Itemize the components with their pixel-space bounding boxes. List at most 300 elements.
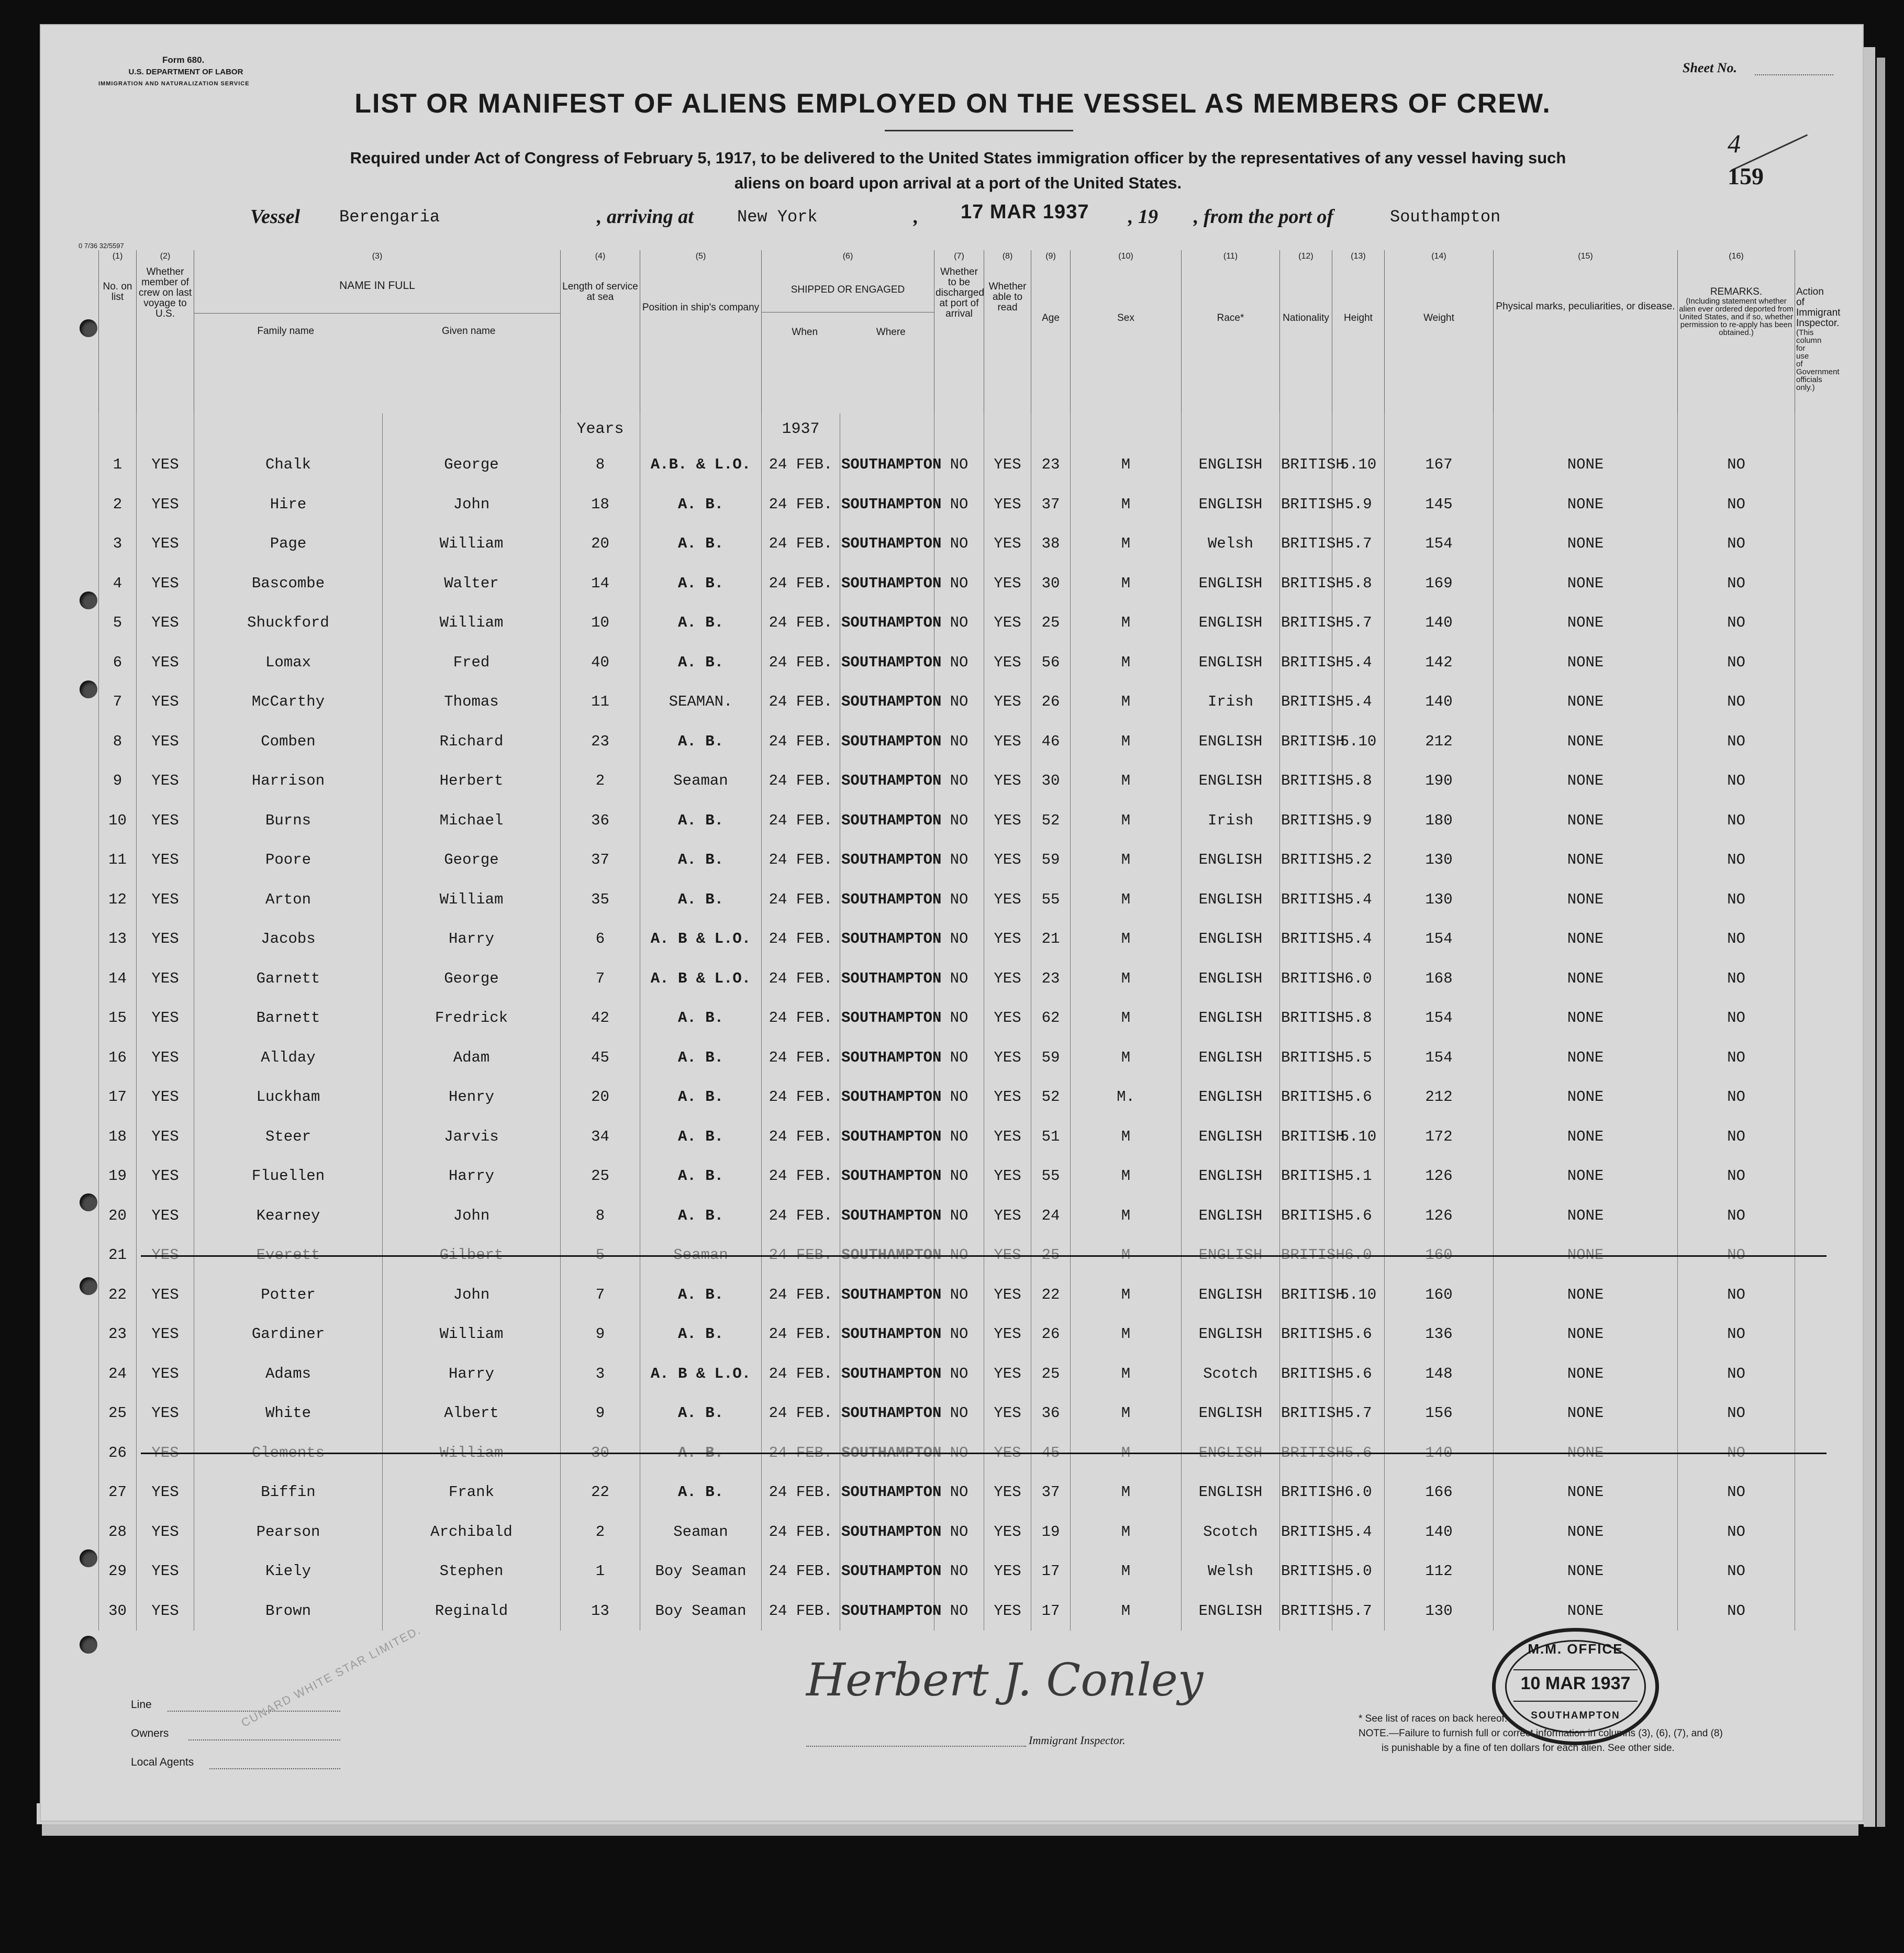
nationality-cell: BRITISH	[1280, 1393, 1332, 1433]
crew-row	[99, 485, 1795, 524]
physical-marks-cell: NONE	[1494, 1275, 1678, 1315]
family-name-cell: Allday	[194, 1038, 383, 1078]
given-name-cell: William	[383, 880, 561, 920]
remarks-cell: NO	[1678, 1196, 1795, 1236]
remarks-cell: NO	[1678, 722, 1795, 762]
nationality-cell: BRITISH	[1280, 524, 1332, 564]
sex-cell: M	[1071, 682, 1182, 722]
discharge-cell: NO	[934, 880, 984, 920]
page-title: LIST OR MANIFEST OF ALIENS EMPLOYED ON THE VESSEL AS MEMBERS OF CREW.	[354, 88, 1551, 119]
physical-marks-cell: NONE	[1494, 1156, 1678, 1196]
discharge-cell: NO	[934, 1038, 984, 1078]
position-cell: A. B.	[640, 1038, 762, 1078]
race-cell: ENGLISH	[1182, 1156, 1280, 1196]
discharge-cell: NO	[934, 1472, 984, 1512]
given-name-cell: Frank	[383, 1472, 561, 1512]
crew-row	[99, 1314, 1795, 1354]
row-number: 7	[99, 682, 137, 722]
position-cell: A. B.	[640, 603, 762, 643]
race-cell: ENGLISH	[1182, 1393, 1280, 1433]
vessel-name: Berengaria	[339, 207, 440, 227]
shipped-when-cell: 24 FEB.	[762, 643, 840, 683]
shipped-when-cell: 24 FEB.	[762, 1591, 840, 1631]
physical-marks-cell: NONE	[1494, 485, 1678, 524]
col-number: (4)	[561, 250, 640, 266]
crew-row	[99, 524, 1795, 564]
given-name-cell: Fredrick	[383, 998, 561, 1038]
discharge-cell: NO	[934, 1235, 984, 1275]
remarks-cell: NO	[1678, 998, 1795, 1038]
able-to-read-cell: YES	[984, 1117, 1031, 1157]
last-voyage-cell: YES	[137, 643, 194, 683]
last-voyage-cell: YES	[137, 959, 194, 999]
height-cell: 5.7	[1332, 603, 1385, 643]
header-when: When	[792, 327, 818, 338]
physical-marks-cell: NONE	[1494, 1077, 1678, 1117]
office-stamp-bar	[1513, 1669, 1638, 1670]
position-cell: A. B.	[640, 643, 762, 683]
given-name-cell: William	[383, 524, 561, 564]
row-number: 9	[99, 761, 137, 801]
position-cell: A. B.	[640, 1472, 762, 1512]
race-cell: ENGLISH	[1182, 643, 1280, 683]
height-cell: 6.0	[1332, 959, 1385, 999]
row-number: 11	[99, 840, 137, 880]
height-cell: 5.5	[1332, 1038, 1385, 1078]
header-shipped-engaged	[762, 266, 934, 414]
shipped-when-cell: 24 FEB.	[762, 1552, 840, 1591]
weight-cell: 212	[1385, 1077, 1494, 1117]
sex-cell: M	[1071, 1354, 1182, 1394]
sex-cell: M	[1071, 1156, 1182, 1196]
crew-row	[99, 761, 1795, 801]
col-number: (9)	[1031, 250, 1071, 266]
physical-marks-cell: NONE	[1494, 1591, 1678, 1631]
header-family-name: Family name	[257, 326, 315, 337]
row-number: 10	[99, 801, 137, 841]
discharge-cell: NO	[934, 722, 984, 762]
physical-marks-cell: NONE	[1494, 1314, 1678, 1354]
service-years-cell: 1	[561, 1552, 640, 1591]
family-name-cell: Lomax	[194, 643, 383, 683]
shipped-when-cell: 24 FEB.	[762, 1275, 840, 1315]
nationality-cell: BRITISH	[1280, 919, 1332, 959]
arriving-port: New York	[737, 207, 818, 227]
strike-through-line	[141, 1453, 1827, 1454]
service-years-cell: 9	[561, 1393, 640, 1433]
given-name-cell: Gilbert	[383, 1235, 561, 1275]
able-to-read-cell: YES	[984, 1077, 1031, 1117]
position-cell: A. B & L.O.	[640, 1354, 762, 1394]
service-years-cell: 8	[561, 445, 640, 485]
physical-marks-cell: NONE	[1494, 959, 1678, 999]
physical-marks-cell: NONE	[1494, 1038, 1678, 1078]
physical-marks-cell: NONE	[1494, 761, 1678, 801]
shipped-where-cell: SOUTHAMPTON	[840, 722, 934, 762]
weight-cell: 156	[1385, 1393, 1494, 1433]
service-years-cell: 23	[561, 722, 640, 762]
header-where: Where	[876, 327, 906, 338]
race-cell: ENGLISH	[1182, 761, 1280, 801]
nationality-cell: BRITISH	[1280, 722, 1332, 762]
inspector-label: Immigrant Inspector.	[1029, 1734, 1126, 1747]
row-number: 22	[99, 1275, 137, 1315]
family-name-cell: Steer	[194, 1117, 383, 1157]
sex-cell: M	[1071, 880, 1182, 920]
family-name-cell: Shuckford	[194, 603, 383, 643]
family-name-cell: Biffin	[194, 1472, 383, 1512]
row-number: 30	[99, 1591, 137, 1631]
race-cell: ENGLISH	[1182, 1117, 1280, 1157]
race-cell: ENGLISH	[1182, 1077, 1280, 1117]
shipped-when-cell: 24 FEB.	[762, 1393, 840, 1433]
given-name-cell: Archibald	[383, 1512, 561, 1552]
shipped-when-cell: 24 FEB.	[762, 1472, 840, 1512]
race-cell: ENGLISH	[1182, 1591, 1280, 1631]
age-cell: 59	[1031, 1038, 1071, 1078]
sex-cell: M	[1071, 564, 1182, 604]
family-name-cell: Hire	[194, 485, 383, 524]
given-name-cell: John	[383, 1275, 561, 1315]
height-cell: 5.6	[1332, 1196, 1385, 1236]
nationality-cell: BRITISH	[1280, 643, 1332, 683]
race-cell: ENGLISH	[1182, 1275, 1280, 1315]
family-name-cell: Kearney	[194, 1196, 383, 1236]
shipped-where-cell: SOUTHAMPTON	[840, 643, 934, 683]
family-name-cell: Burns	[194, 801, 383, 841]
weight-cell: 168	[1385, 959, 1494, 999]
office-stamp-bar	[1513, 1701, 1638, 1702]
nationality-cell: BRITISH	[1280, 1077, 1332, 1117]
discharge-cell: NO	[934, 1393, 984, 1433]
able-to-read-cell: YES	[984, 1314, 1031, 1354]
age-cell: 59	[1031, 840, 1071, 880]
shipped-when-cell: 24 FEB.	[762, 1038, 840, 1078]
height-cell: 5.4	[1332, 1512, 1385, 1552]
height-cell: 5.7	[1332, 1393, 1385, 1433]
col-number: (12)	[1280, 250, 1332, 266]
remarks-cell: NO	[1678, 919, 1795, 959]
last-voyage-cell: YES	[137, 524, 194, 564]
weight-cell: 140	[1385, 603, 1494, 643]
shipped-where-cell: SOUTHAMPTON	[840, 603, 934, 643]
sheet-number-top: 4	[1728, 129, 1741, 158]
nationality-cell: BRITISH	[1280, 959, 1332, 999]
sex-cell: M	[1071, 1433, 1182, 1473]
header-shipped-label: SHIPPED OR ENGAGED	[762, 266, 934, 313]
line-label: Line	[131, 1699, 152, 1711]
shipped-when-cell: 24 FEB.	[762, 1156, 840, 1196]
last-voyage-cell: YES	[137, 761, 194, 801]
crew-row	[99, 840, 1795, 880]
row-number: 18	[99, 1117, 137, 1157]
discharge-cell: NO	[934, 1591, 984, 1631]
age-cell: 36	[1031, 1393, 1071, 1433]
last-voyage-cell: YES	[137, 1235, 194, 1275]
discharge-cell: NO	[934, 1512, 984, 1552]
row-number: 3	[99, 524, 137, 564]
header-discharged: Whether to be discharged at port of arrival	[934, 266, 984, 414]
form-codes: 0 7/36 32/5597	[79, 242, 124, 250]
service-years-cell: 40	[561, 643, 640, 683]
discharge-cell: NO	[934, 761, 984, 801]
able-to-read-cell: YES	[984, 722, 1031, 762]
shipped-where-cell: SOUTHAMPTON	[840, 1393, 934, 1433]
given-name-cell: Michael	[383, 801, 561, 841]
row-number: 23	[99, 1314, 137, 1354]
nationality-cell: BRITISH	[1280, 1433, 1332, 1473]
physical-marks-cell: NONE	[1494, 1117, 1678, 1157]
sex-cell: M	[1071, 1117, 1182, 1157]
sex-cell: M	[1071, 643, 1182, 683]
given-name-cell: Harry	[383, 1354, 561, 1394]
race-cell: ENGLISH	[1182, 1038, 1280, 1078]
discharge-cell: NO	[934, 959, 984, 999]
physical-marks-cell: NONE	[1494, 564, 1678, 604]
remarks-cell: NO	[1678, 880, 1795, 920]
shipped-when-cell: 24 FEB.	[762, 485, 840, 524]
shipped-when-cell: 24 FEB.	[762, 1354, 840, 1394]
remarks-cell: NO	[1678, 959, 1795, 999]
service-name: IMMIGRATION AND NATURALIZATION SERVICE	[98, 81, 250, 87]
last-voyage-cell: YES	[137, 1393, 194, 1433]
shipped-where-cell: SOUTHAMPTON	[840, 919, 934, 959]
shipped-when-cell: 24 FEB.	[762, 919, 840, 959]
last-voyage-cell: YES	[137, 485, 194, 524]
able-to-read-cell: YES	[984, 880, 1031, 920]
nationality-cell: BRITISH	[1280, 880, 1332, 920]
sheet-label: Sheet No.	[1683, 60, 1737, 75]
family-name-cell: Chalk	[194, 445, 383, 485]
header-sex: Sex	[1071, 266, 1182, 414]
col-number: (11)	[1182, 250, 1280, 266]
crew-row	[99, 1077, 1795, 1117]
crew-row	[99, 1038, 1795, 1078]
weight-cell: 180	[1385, 801, 1494, 841]
sex-cell: M	[1071, 959, 1182, 999]
able-to-read-cell: YES	[984, 761, 1031, 801]
shipped-where-cell: SOUTHAMPTON	[840, 1591, 934, 1631]
punch-hole	[80, 1193, 97, 1211]
height-cell: 5.8	[1332, 564, 1385, 604]
height-cell: 5.8	[1332, 761, 1385, 801]
last-voyage-cell: YES	[137, 1552, 194, 1591]
last-voyage-cell: YES	[137, 1314, 194, 1354]
age-cell: 17	[1031, 1552, 1071, 1591]
nationality-cell: BRITISH	[1280, 1275, 1332, 1315]
remarks-cell: NO	[1678, 801, 1795, 841]
nationality-cell: BRITISH	[1280, 1314, 1332, 1354]
position-cell: A. B.	[640, 564, 762, 604]
subtitle	[220, 146, 1696, 196]
col-number: (2)	[137, 250, 194, 266]
row-number: 6	[99, 643, 137, 683]
position-cell: A.B. & L.O.	[640, 445, 762, 485]
col-number: (10)	[1071, 250, 1182, 266]
sheet-line	[1755, 74, 1833, 75]
last-voyage-cell: YES	[137, 880, 194, 920]
able-to-read-cell: YES	[984, 1156, 1031, 1196]
header-given-name: Given name	[442, 326, 496, 337]
service-years-cell: 25	[561, 1156, 640, 1196]
shipped-where-cell: SOUTHAMPTON	[840, 1354, 934, 1394]
family-name-cell: Gardiner	[194, 1314, 383, 1354]
height-cell: 5.8	[1332, 998, 1385, 1038]
height-cell: 5.4	[1332, 919, 1385, 959]
age-cell: 62	[1031, 998, 1071, 1038]
discharge-cell: NO	[934, 643, 984, 683]
crew-row	[99, 801, 1795, 841]
footnote-penalty: NOTE.—Failure to furnish full or correct information in columns (3), (6), (7), and (8)	[1359, 1728, 1723, 1739]
service-years-cell: 8	[561, 1196, 640, 1236]
given-name-cell: William	[383, 603, 561, 643]
height-cell: 5.6	[1332, 1354, 1385, 1394]
last-voyage-cell: YES	[137, 564, 194, 604]
shipped-where-cell: SOUTHAMPTON	[840, 998, 934, 1038]
shipped-where-cell: SOUTHAMPTON	[840, 1275, 934, 1315]
header-height: Height	[1332, 266, 1385, 414]
shipped-when-cell: 24 FEB.	[762, 1314, 840, 1354]
given-name-cell: William	[383, 1433, 561, 1473]
position-cell: A. B.	[640, 1196, 762, 1236]
shipped-when-cell: 24 FEB.	[762, 998, 840, 1038]
last-voyage-cell: YES	[137, 1038, 194, 1078]
crew-row	[99, 603, 1795, 643]
crew-row	[99, 959, 1795, 999]
service-years-cell: 2	[561, 761, 640, 801]
given-name-cell: Adam	[383, 1038, 561, 1078]
age-cell: 25	[1031, 1235, 1071, 1275]
height-cell: 6.0	[1332, 1235, 1385, 1275]
physical-marks-cell: NONE	[1494, 524, 1678, 564]
position-cell: A. B.	[640, 840, 762, 880]
weight-cell: 130	[1385, 840, 1494, 880]
remarks-cell: NO	[1678, 1038, 1795, 1078]
able-to-read-cell: YES	[984, 1275, 1031, 1315]
nationality-cell: BRITISH	[1280, 485, 1332, 524]
last-voyage-cell: YES	[137, 445, 194, 485]
nationality-cell: BRITISH	[1280, 445, 1332, 485]
shipped-where-cell: SOUTHAMPTON	[840, 1472, 934, 1512]
sex-cell: M	[1071, 801, 1182, 841]
remarks-cell: NO	[1678, 1156, 1795, 1196]
sex-cell: M	[1071, 1552, 1182, 1591]
height-cell: 5.6	[1332, 1077, 1385, 1117]
height-cell: 5.4	[1332, 682, 1385, 722]
sex-cell: M	[1071, 1472, 1182, 1512]
row-number: 25	[99, 1393, 137, 1433]
given-name-cell: Walter	[383, 564, 561, 604]
owners-field	[188, 1739, 340, 1740]
physical-marks-cell: NONE	[1494, 919, 1678, 959]
remarks-cell: NO	[1678, 1512, 1795, 1552]
age-cell: 38	[1031, 524, 1071, 564]
position-cell: A. B.	[640, 1156, 762, 1196]
punch-hole	[80, 1277, 97, 1295]
position-cell: Boy Seaman	[640, 1552, 762, 1591]
header-last-voyage: Whether member of crew on last voyage to U.S.	[137, 266, 194, 414]
service-years-cell: 30	[561, 1433, 640, 1473]
shipped-where-cell: SOUTHAMPTON	[840, 959, 934, 999]
age-cell: 25	[1031, 1354, 1071, 1394]
given-name-cell: George	[383, 959, 561, 999]
shipped-when-cell: 24 FEB.	[762, 1077, 840, 1117]
weight-cell: 130	[1385, 1591, 1494, 1631]
age-cell: 45	[1031, 1433, 1071, 1473]
able-to-read-cell: YES	[984, 1393, 1031, 1433]
nationality-cell: BRITISH	[1280, 1196, 1332, 1236]
weight-cell: 148	[1385, 1354, 1494, 1394]
race-cell: Scotch	[1182, 1512, 1280, 1552]
shipped-when-cell: 24 FEB.	[762, 722, 840, 762]
discharge-cell: NO	[934, 1196, 984, 1236]
header-remarks	[1678, 266, 1795, 414]
position-cell: A. B.	[640, 485, 762, 524]
department: U.S. DEPARTMENT OF LABOR	[128, 68, 243, 76]
header-physical-marks: Physical marks, peculiarities, or disease.	[1494, 266, 1678, 414]
remarks-cell: NO	[1678, 1314, 1795, 1354]
arrival-date-stamp: 17 MAR 1937	[961, 201, 1089, 223]
height-cell: 5.0	[1332, 1552, 1385, 1591]
age-cell: 30	[1031, 761, 1071, 801]
family-name-cell: Arton	[194, 880, 383, 920]
row-number: 5	[99, 603, 137, 643]
weight-cell: 160	[1385, 1275, 1494, 1315]
shipped-when-cell: 24 FEB.	[762, 1512, 840, 1552]
physical-marks-cell: NONE	[1494, 1235, 1678, 1275]
subtitle-line-2: aliens on board upon arrival at a port of the United States.	[734, 174, 1182, 192]
height-cell: 5.4	[1332, 880, 1385, 920]
physical-marks-cell: NONE	[1494, 445, 1678, 485]
header-name-in-full	[194, 266, 561, 414]
crew-row	[99, 1552, 1795, 1591]
position-cell: A. B.	[640, 880, 762, 920]
col-number: (13)	[1332, 250, 1385, 266]
age-cell: 23	[1031, 959, 1071, 999]
header-remarks-label: REMARKS.	[1710, 286, 1763, 297]
weight-cell: 154	[1385, 1038, 1494, 1078]
able-to-read-cell: YES	[984, 1552, 1031, 1591]
row-number: 20	[99, 1196, 137, 1236]
footnote-races: * See list of races on back hereof.	[1359, 1713, 1508, 1724]
given-name-cell: Fred	[383, 643, 561, 683]
paper-edge	[42, 1824, 1858, 1836]
shipped-year: 1937	[762, 414, 840, 445]
sex-cell: M	[1071, 1314, 1182, 1354]
discharge-cell: NO	[934, 682, 984, 722]
shipped-where-cell: SOUTHAMPTON	[840, 1196, 934, 1236]
family-name-cell: Garnett	[194, 959, 383, 999]
physical-marks-cell: NONE	[1494, 682, 1678, 722]
nationality-cell: BRITISH	[1280, 1038, 1332, 1078]
weight-cell: 154	[1385, 998, 1494, 1038]
service-years-cell: 7	[561, 959, 640, 999]
family-name-cell: Fluellen	[194, 1156, 383, 1196]
footnote-penalty-cont: is punishable by a fine of ten dollars for each alien. See other side.	[1382, 1743, 1675, 1754]
remarks-cell: NO	[1678, 643, 1795, 683]
able-to-read-cell: YES	[984, 1235, 1031, 1275]
discharge-cell: NO	[934, 1275, 984, 1315]
age-cell: 23	[1031, 445, 1071, 485]
from-port-label: , from the port of	[1194, 206, 1334, 228]
position-cell: Seaman	[640, 1512, 762, 1552]
discharge-cell: NO	[934, 1314, 984, 1354]
paper-edge	[1877, 58, 1885, 1827]
weight-cell: 130	[1385, 880, 1494, 920]
paper-edge	[1864, 47, 1875, 1827]
service-years-cell: 9	[561, 1314, 640, 1354]
vessel-label: Vessel	[250, 206, 300, 228]
